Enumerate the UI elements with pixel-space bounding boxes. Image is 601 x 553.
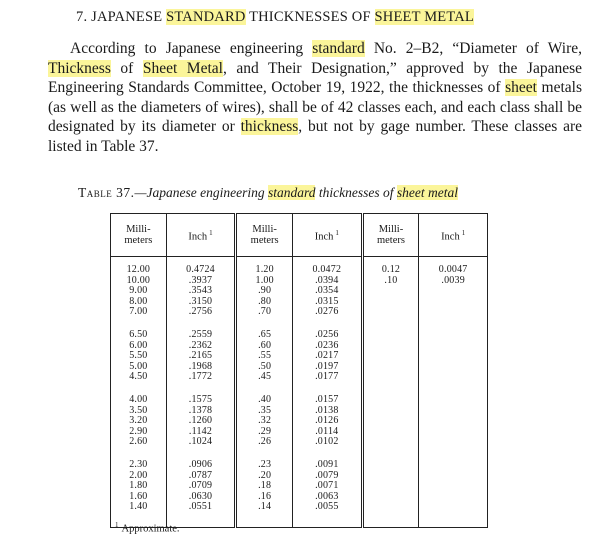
value-group	[237, 330, 292, 383]
table-cell-value: 3.20	[129, 415, 148, 427]
table-header-row	[111, 214, 488, 257]
table-cell-value: .0630	[188, 490, 213, 502]
value-group	[237, 265, 292, 318]
table-caption	[78, 185, 588, 201]
table-cell-value: .0157	[315, 393, 339, 405]
table-cell-value: .0315	[315, 295, 339, 307]
section-number: 7.	[76, 9, 88, 25]
table-cell-value: 1.00	[255, 274, 274, 286]
table-cell-value: .90	[258, 285, 272, 297]
table-cell-value: .0114	[315, 425, 339, 437]
value-group	[111, 330, 166, 383]
table-cell-value: .0787	[188, 469, 213, 481]
table-cell-value: .80	[258, 295, 272, 307]
table-cell-value: .32	[258, 415, 272, 427]
table-cell-value: .16	[258, 490, 272, 502]
value-group	[167, 395, 235, 448]
table-cell-value: .10	[384, 274, 398, 286]
highlight-standard: standard	[312, 40, 365, 57]
table-cell-value: .1378	[188, 404, 213, 416]
col-header-mm-1: Milli-meters	[111, 214, 167, 257]
table-cell-value: .1575	[188, 393, 213, 405]
table-cell-value: 4.50	[129, 371, 148, 383]
table-cell-value: .3543	[188, 285, 213, 297]
paragraph-text: No. 2–B2, “Diameter of Wire,	[364, 40, 582, 57]
table-cell-value: 0.4724	[186, 264, 215, 275]
table-cell-value: .60	[258, 339, 272, 351]
footnote-mark: 1	[209, 228, 213, 237]
table-cell-value: .1772	[188, 371, 213, 383]
table-cell-value: .1260	[188, 415, 213, 427]
table-cell-value: 1.40	[129, 501, 148, 513]
table-cell-value: 2.60	[129, 436, 148, 448]
table-cell-value: .0177	[315, 371, 339, 383]
col-inch-1	[166, 257, 236, 528]
value-group	[293, 265, 361, 318]
table-cell-value: .0394	[315, 274, 339, 286]
table-cell-value: .0055	[315, 501, 339, 513]
table-cell-value: 0.0047	[438, 264, 468, 275]
col-header-inch-1: Inch $^1$	[166, 214, 236, 257]
caption-highlight-standard: standard	[267, 185, 316, 200]
table-cell-value: 2.00	[129, 469, 148, 481]
table-cell-value: .0071	[315, 480, 339, 492]
caption-text: —Japanese engineering	[134, 185, 268, 200]
table-cell-value: .2559	[188, 328, 213, 340]
table-cell-value: 10.00	[126, 274, 151, 286]
table-cell-value: 0.12	[381, 264, 401, 275]
table-cell-value: .23	[258, 458, 272, 470]
table-cell-value: 9.00	[129, 285, 148, 297]
table-cell-value: 0.0472	[312, 264, 342, 275]
table-cell-value: .0276	[315, 306, 339, 318]
value-group	[419, 265, 487, 286]
footnote-mark: 1	[461, 228, 466, 237]
value-group	[293, 460, 361, 513]
value-group	[364, 265, 419, 286]
heading-text-1: JAPANESE	[91, 9, 163, 25]
paragraph-text: , but not by gage number. These classes are listed in Table 37.	[48, 118, 582, 155]
table-cell-value: .0236	[315, 339, 339, 351]
highlight-thickness-2: thickness	[240, 118, 299, 135]
table-cell-value: .0126	[315, 415, 339, 427]
col-mm-1	[111, 257, 167, 528]
table-cell-value: 6.00	[129, 339, 148, 351]
table-cell-value: 2.30	[129, 458, 148, 470]
table-cell-value: .2362	[188, 339, 213, 351]
col-inch-3	[419, 257, 488, 528]
table-cell-value: 5.50	[129, 350, 148, 362]
table-cell-value: .0197	[315, 360, 339, 372]
table-cell-value: .0551	[188, 501, 213, 513]
table-cell-value: 8.00	[129, 295, 148, 307]
table-cell-value: .70	[258, 306, 272, 318]
paragraph-text: metals (as well as the diameters of wires), shall be of 42 classes each, and each class shall be designated by its diameter or	[48, 79, 582, 135]
table-cell-value: 1.60	[129, 490, 148, 502]
value-group	[167, 460, 235, 513]
value-group	[111, 460, 166, 513]
table-cell-value: .18	[258, 480, 272, 492]
table-cell-value: 6.50	[129, 328, 148, 340]
paragraph-text: , and Their Designation,” approved by the Japanese Engineering Standards Committee, October 19, 1922, the thicknesses of	[48, 59, 583, 96]
value-group	[167, 330, 235, 383]
caption-highlight-sheet-metal: sheet metal	[396, 185, 458, 200]
table-cell-value: .65	[258, 328, 272, 340]
table-cell-value: .0102	[315, 436, 339, 448]
thickness-table	[110, 213, 488, 528]
col-header-inch-2: Inch $^1$	[293, 214, 363, 257]
table-cell-value: .20	[258, 469, 272, 481]
col-mm-3	[362, 257, 419, 528]
highlight-sheet-metal: Sheet Metal	[142, 59, 223, 77]
value-group	[111, 395, 166, 448]
body-paragraph	[48, 39, 582, 156]
table-cell-value: .2756	[188, 306, 213, 318]
heading-highlight-standard: STANDARD	[166, 9, 246, 25]
footnote-mark: 1	[115, 521, 119, 529]
col-header-inch-3: Inch $^1$	[419, 214, 488, 257]
table-cell-value: .0354	[315, 285, 339, 297]
table-cell-value: .0217	[315, 350, 339, 362]
table-cell-value: .0709	[188, 480, 213, 492]
table-cell-value: .45	[258, 371, 272, 383]
table-cell-value: .0063	[315, 490, 339, 502]
table-cell-value: .55	[258, 350, 272, 362]
table-cell-value: .0906	[188, 458, 213, 470]
table-cell-value: 12.00	[126, 264, 151, 275]
table-footnote	[115, 521, 180, 535]
table-cell-value: 2.90	[129, 425, 148, 437]
table-cell-value: .1968	[188, 360, 213, 372]
table-cell-value: .0079	[315, 469, 339, 481]
table-cell-value: .0091	[315, 458, 339, 470]
col-header-mm-2: Milli-meters	[236, 214, 293, 257]
table-cell-value: .3150	[188, 295, 213, 307]
table-cell-value: 1.80	[129, 480, 148, 492]
table-cell-value: 7.00	[129, 306, 148, 318]
footnote-text: Approximate.	[121, 523, 180, 535]
table-cell-value: .2165	[188, 350, 213, 362]
table-cell-value: 4.00	[129, 393, 148, 405]
col-mm-2	[236, 257, 293, 528]
section-heading	[76, 9, 596, 26]
caption-text: thicknesses of	[315, 185, 397, 200]
table-cell-value: .14	[258, 501, 272, 513]
highlight-sheet: sheet	[505, 79, 537, 96]
value-group	[167, 265, 235, 318]
table-cell-value: .3937	[188, 274, 213, 286]
table-caption-label: Table 37.	[78, 185, 135, 200]
table-cell-value: .26	[258, 436, 272, 448]
col-inch-2	[293, 257, 363, 528]
col-header-mm-3: Milli-meters	[362, 214, 419, 257]
table-cell-value: 5.00	[129, 360, 148, 372]
table-cell-value: .1024	[188, 436, 213, 448]
table-cell-value: .35	[258, 404, 272, 416]
highlight-thickness: Thickness	[48, 59, 111, 77]
value-group	[237, 395, 292, 448]
value-group	[293, 395, 361, 448]
footnote-mark: 1	[335, 228, 339, 237]
value-group	[111, 265, 166, 318]
paragraph-text: of	[110, 59, 143, 77]
table-cell-value: .0138	[315, 404, 339, 416]
heading-text-2: THICKNESSES OF	[249, 9, 371, 25]
table-cell-value: 3.50	[129, 404, 148, 416]
value-group	[293, 330, 361, 383]
table-cell-value: .1142	[188, 425, 213, 437]
table-cell-value: .29	[258, 425, 272, 437]
table-cell-value: .40	[258, 393, 272, 405]
table-cell-value: 1.20	[255, 264, 274, 275]
value-group	[237, 460, 292, 513]
table-body-row	[111, 257, 488, 528]
heading-highlight-sheet-metal: SHEET METAL	[374, 9, 474, 25]
table-cell-value: .50	[258, 360, 272, 372]
paragraph-text: According to Japanese engineering	[70, 40, 313, 57]
table-cell-value: .0039	[441, 274, 465, 286]
table-cell-value: .0256	[315, 328, 339, 340]
